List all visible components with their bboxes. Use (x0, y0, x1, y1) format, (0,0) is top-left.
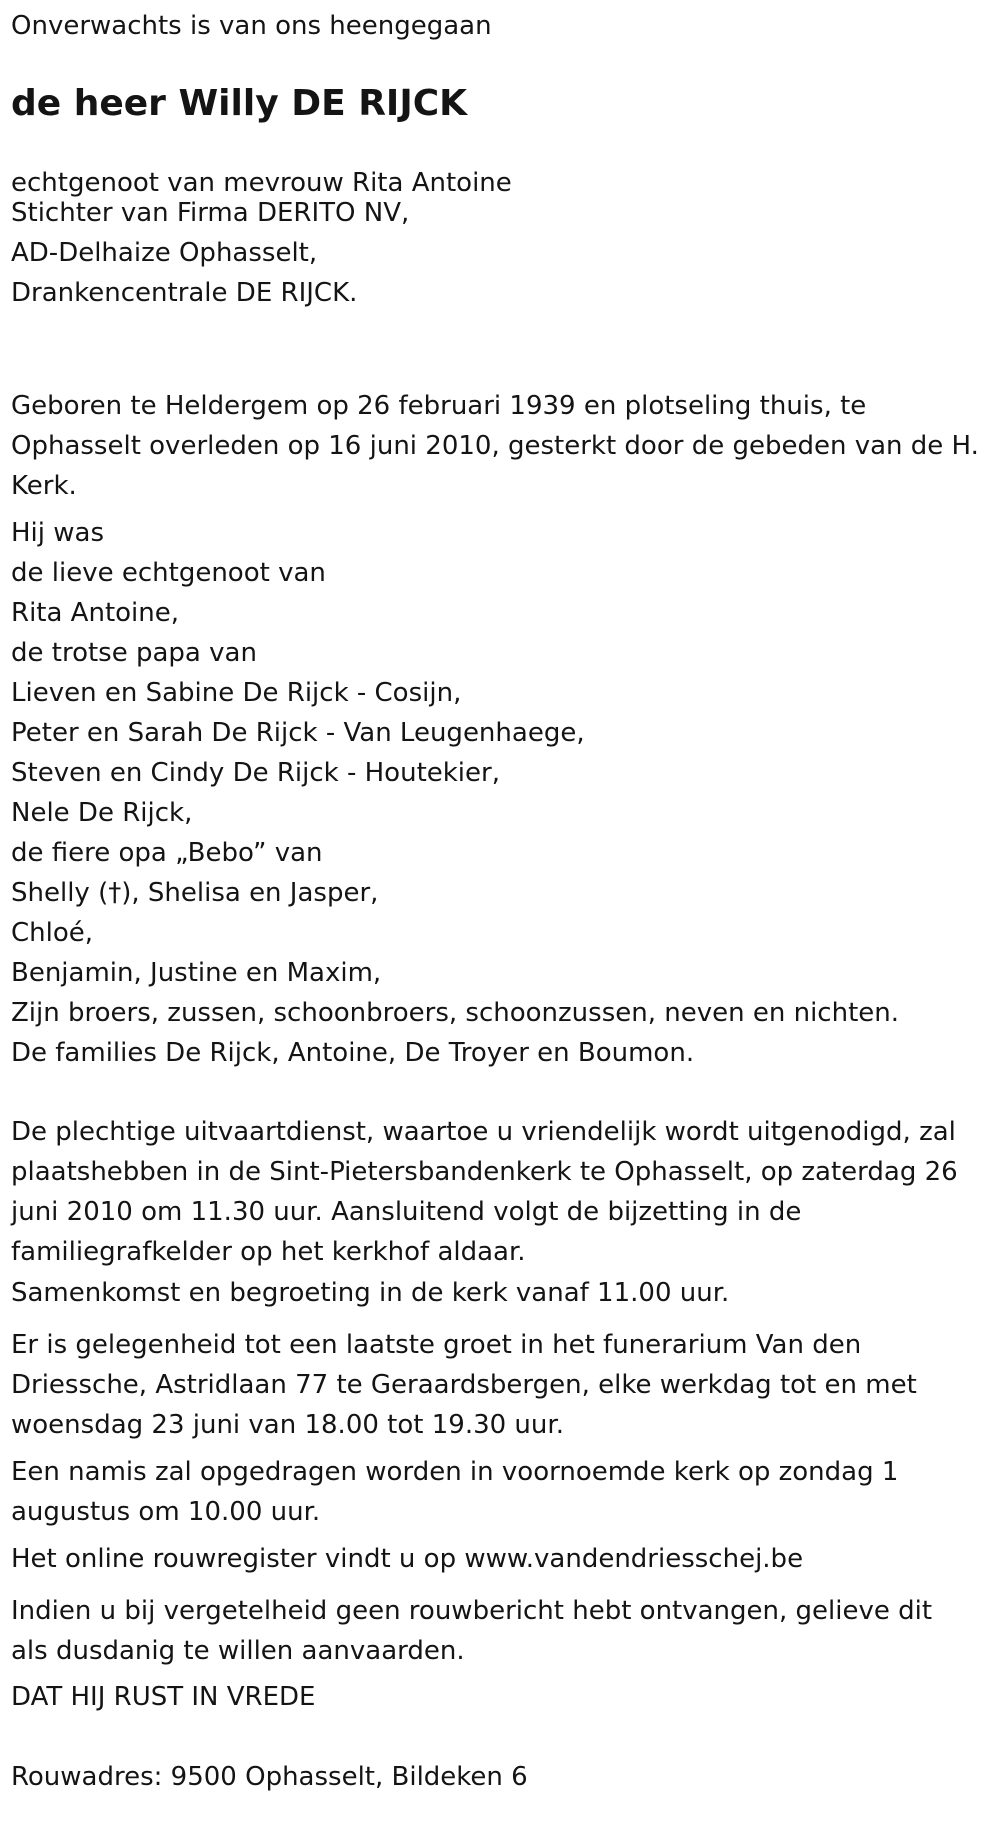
farewell-line: Driessche, Astridlaan 77 te Geraardsbergen, elke werkdag tot en met (11, 1370, 917, 1400)
family-line: Hij was (11, 518, 105, 548)
spouse-line: echtgenoot van mevrouw Rita Antoine (11, 168, 512, 198)
family-line: Chloé, (11, 918, 94, 948)
service-line: juni 2010 om 11.30 uur. Aansluitend volgt de bijzetting in de (11, 1197, 802, 1227)
family-line: de trotse papa van (11, 638, 257, 668)
notice-line: Indien u bij vergetelheid geen rouwbericht hebt ontvangen, gelieve dit (11, 1596, 933, 1626)
family-line: Benjamin, Justine en Maxim, (11, 958, 382, 988)
family-line: Lieven en Sabine De Rijck - Cosijn, (11, 678, 462, 708)
birth-line: Ophasselt overleden op 16 juni 2010, gesterkt door de gebeden van de H. (11, 431, 979, 461)
mass-line: Een namis zal opgedragen worden in voornoemde kerk op zondag 1 (11, 1457, 899, 1487)
family-line: Rita Antoine, (11, 598, 180, 628)
birth-line: Kerk. (11, 471, 77, 501)
founder-section (11, 193, 409, 313)
service-line: De plechtige uitvaartdienst, waartoe u vriendelijk wordt uitgenodigd, zal (11, 1117, 956, 1147)
birth-death-section (11, 386, 979, 506)
founder-line: Stichter van Firma DERITO NV, (11, 198, 410, 228)
address-section (11, 1757, 528, 1797)
register-section (11, 1539, 803, 1579)
birth-line: Geboren te Heldergem op 26 februari 1939 en plotseling thuis, te (11, 391, 867, 421)
family-line: Nele De Rijck, (11, 798, 193, 828)
family-line: Zijn broers, zussen, schoonbroers, schoonzussen, neven en nichten. (11, 998, 899, 1028)
family-line: Shelly (†), Shelisa en Jasper, (11, 878, 379, 908)
notice-line: als dusdanig te willen aanvaarden. (11, 1636, 465, 1666)
service-line: familiegrafkelder op het kerkhof aldaar. (11, 1237, 526, 1267)
gathering-section (11, 1273, 729, 1313)
family-line: Steven en Cindy De Rijck - Houtekier, (11, 758, 500, 788)
closing-section (11, 1677, 315, 1717)
address-line: Rouwadres: 9500 Ophasselt, Bildeken 6 (11, 1762, 528, 1792)
family-line: de lieve echtgenoot van (11, 558, 326, 588)
deceased-name: de heer Willy DE RIJCK (11, 83, 468, 124)
intro-text: Onverwachts is van ons heengegaan (11, 11, 492, 41)
gathering-line: Samenkomst en begroeting in de kerk vanaf 11.00 uur. (11, 1278, 730, 1308)
family-line: De families De Rijck, Antoine, De Troyer en Boumon. (11, 1038, 695, 1068)
mass-line: augustus om 10.00 uur. (11, 1497, 321, 1527)
founder-line: Drankencentrale DE RIJCK. (11, 278, 358, 308)
service-section (11, 1112, 958, 1272)
mass-section (11, 1452, 898, 1532)
family-line: Peter en Sarah De Rijck - Van Leugenhaege, (11, 718, 585, 748)
farewell-line: Er is gelegenheid tot een laatste groet in het funerarium Van den (11, 1330, 862, 1360)
register-line: Het online rouwregister vindt u op www.vandendriesschej.be (11, 1544, 804, 1574)
family-section (11, 513, 899, 1073)
farewell-line: woensdag 23 juni van 18.00 tot 19.30 uur. (11, 1410, 564, 1440)
service-line: plaatshebben in de Sint-Pietersbandenkerk te Ophasselt, op zaterdag 26 (11, 1157, 958, 1187)
notice-section (11, 1591, 932, 1671)
family-line: de fiere opa „Bebo” van (11, 838, 323, 868)
farewell-section (11, 1325, 917, 1445)
closing-line: DAT HIJ RUST IN VREDE (11, 1682, 316, 1712)
founder-line: AD-Delhaize Ophasselt, (11, 238, 318, 268)
